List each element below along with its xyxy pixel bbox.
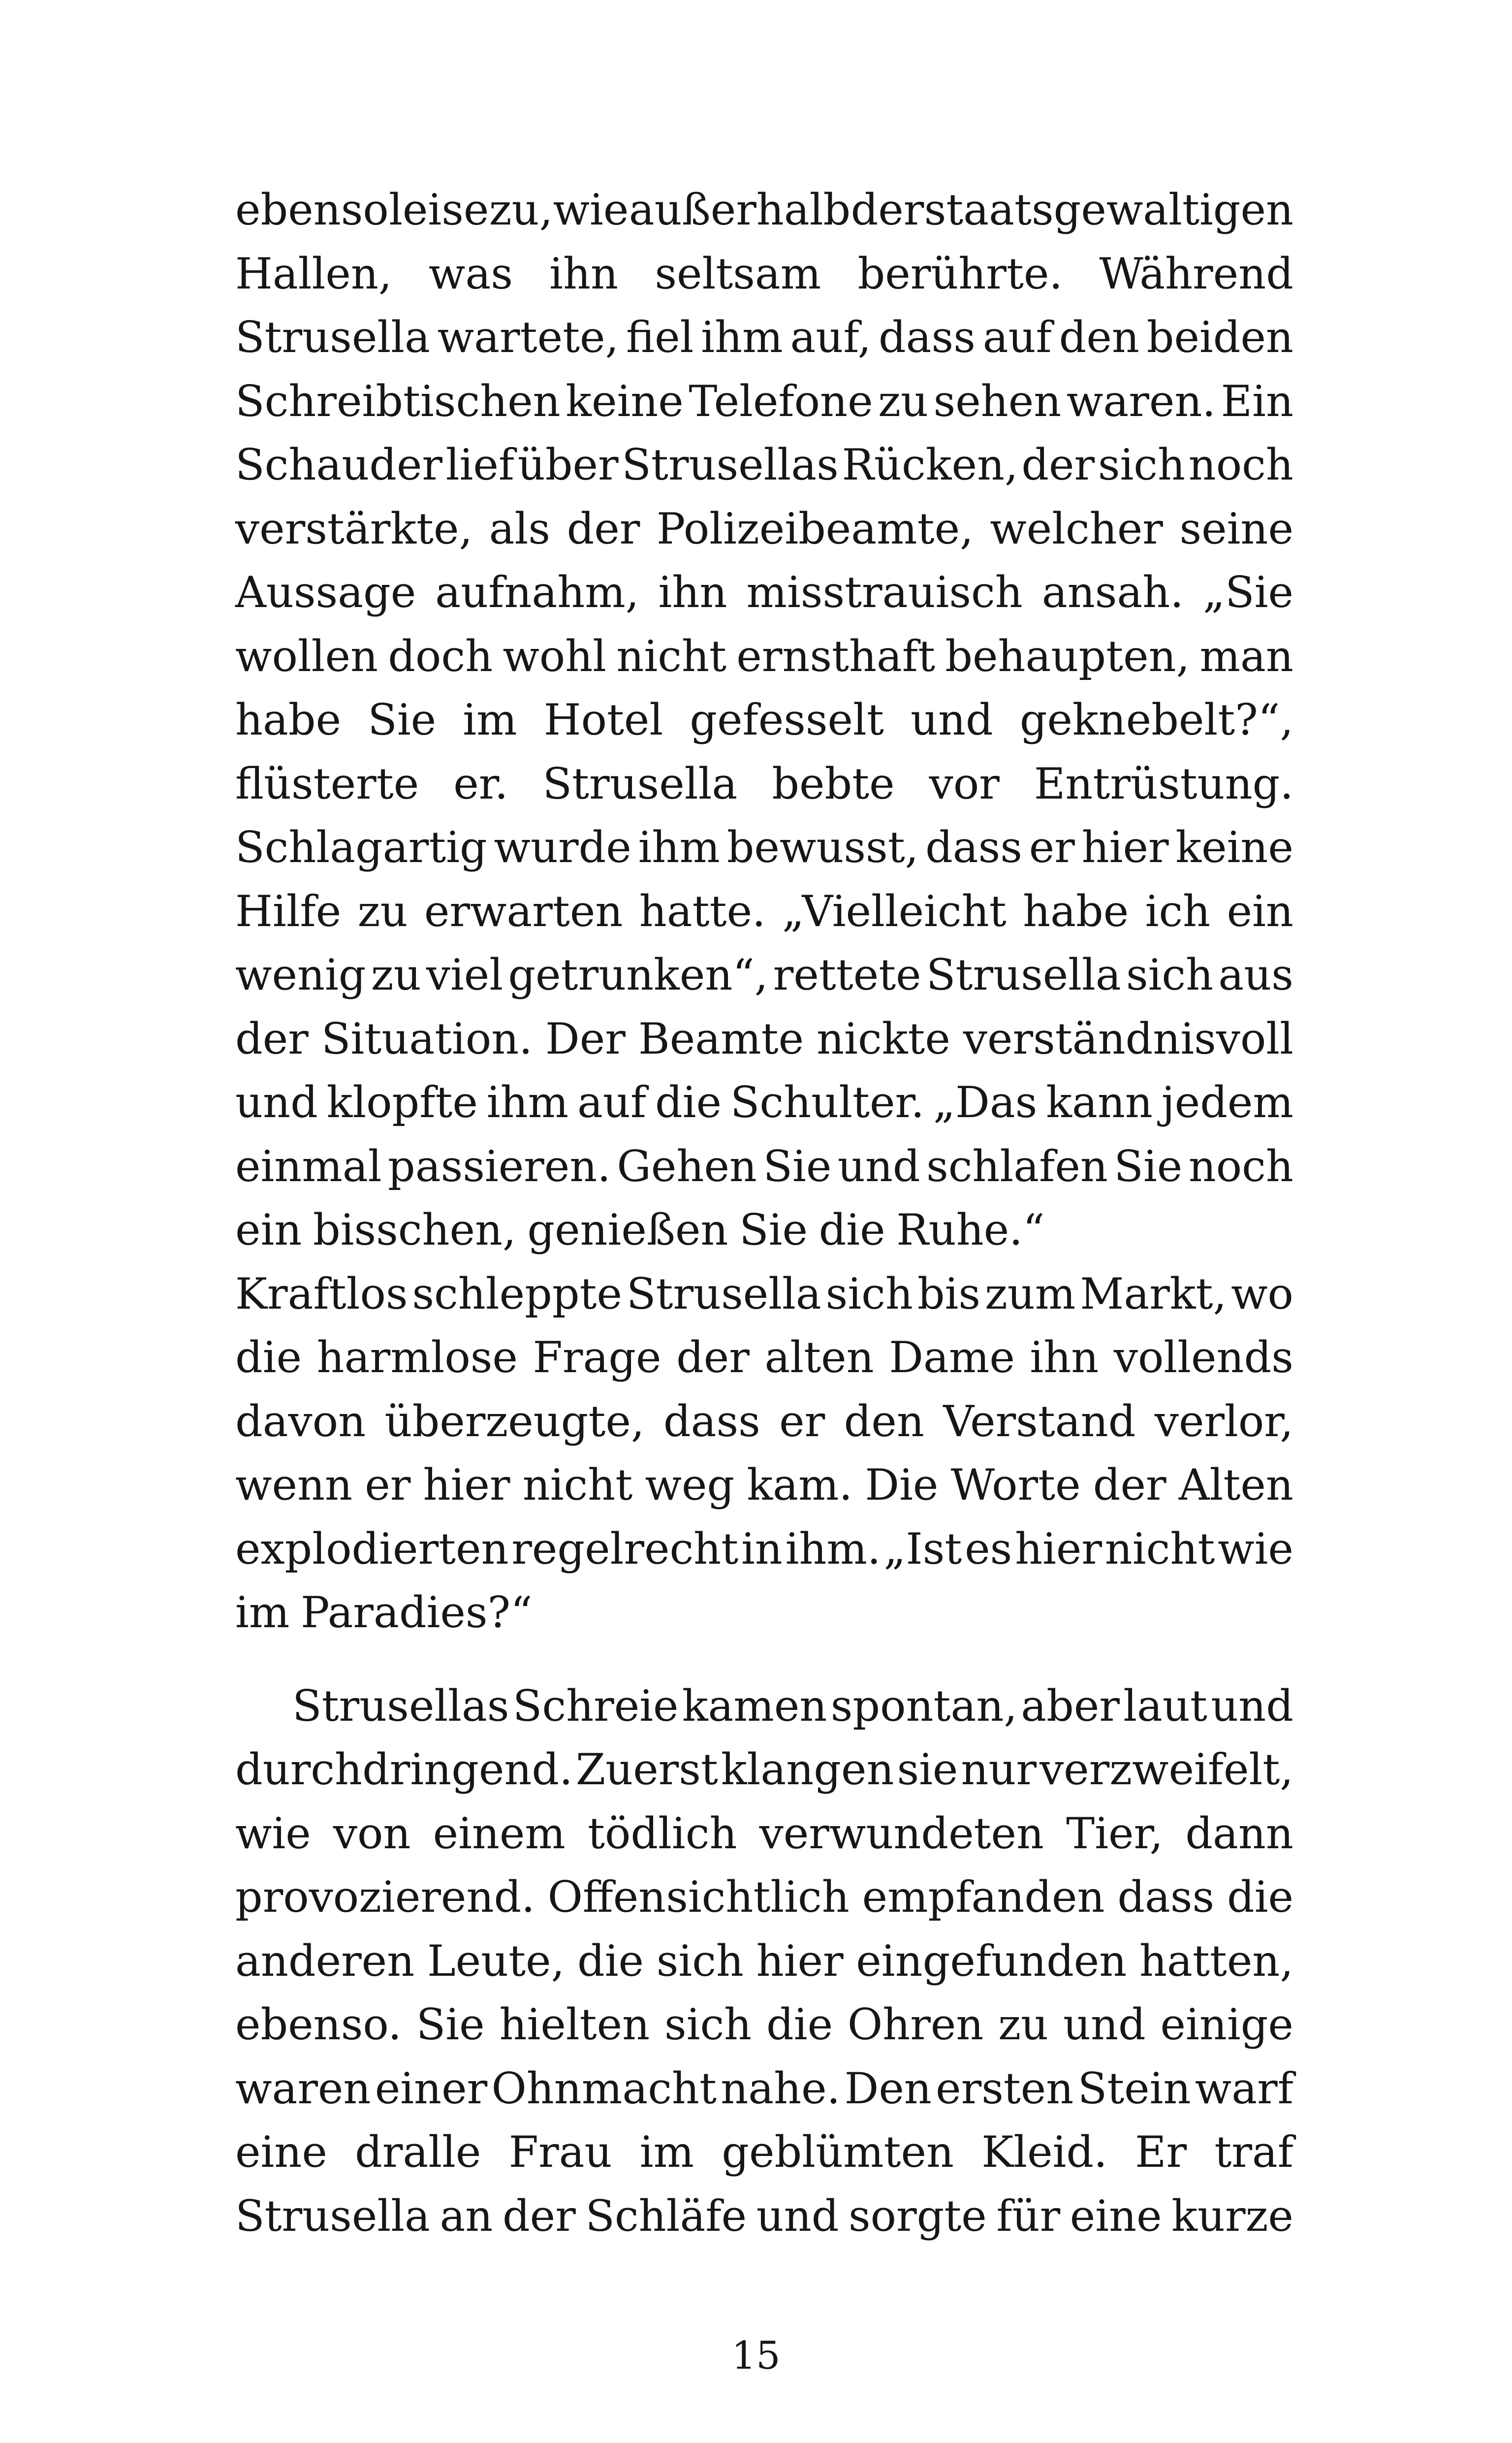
text-line: wenig zu viel getrunken“, rettete Strusella sich aus bbox=[235, 950, 1293, 1000]
body-text bbox=[235, 178, 1293, 2248]
text-line: ebenso leise zu, wie außerhalb der staatsgewaltigen bbox=[235, 185, 1293, 235]
text-line: waren einer Ohnmacht nahe. Den ersten Stein warf bbox=[235, 2063, 1293, 2114]
text-line: ein bisschen, genießen Sie die Ruhe.“ bbox=[235, 1205, 1045, 1255]
text-line: der Situation. Der Beamte nickte verständnisvoll bbox=[235, 1013, 1293, 1064]
text-line: im Paradies?“ bbox=[235, 1587, 533, 1638]
text-line: Kraftlos schleppte Strusella sich bis zum Markt, wo bbox=[235, 1268, 1293, 1319]
text-line: davon überzeugte, dass er den Verstand verlor, bbox=[235, 1396, 1293, 1447]
text-line: habe Sie im Hotel gefesselt und geknebelt?“, bbox=[235, 695, 1293, 745]
text-line: und klopfte ihm auf die Schulter. „Das kann jedem bbox=[235, 1077, 1293, 1127]
paragraph bbox=[235, 178, 1293, 1262]
text-line: wie von einem tödlich verwundeten Tier, dann bbox=[235, 1808, 1293, 1859]
text-line: Schlagartig wurde ihm bewusst, dass er hier keine bbox=[235, 822, 1293, 872]
text-line: ebenso. Sie hielten sich die Ohren zu und einige bbox=[235, 1999, 1293, 2050]
text-line: Strusella wartete, fiel ihm auf, dass auf den beiden bbox=[235, 312, 1293, 362]
text-line: Schauder lief über Strusellas Rücken, der sich noch bbox=[235, 440, 1293, 490]
text-line: einmal passieren. Gehen Sie und schlafen Sie noch bbox=[235, 1141, 1293, 1191]
text-line: Aussage aufnahm, ihn misstrauisch ansah. „Sie bbox=[235, 567, 1293, 617]
text-line: Hilfe zu erwarten hatte. „Vielleicht habe ich ein bbox=[235, 886, 1293, 936]
text-line: Schreibtischen keine Telefone zu sehen waren. Ein bbox=[235, 376, 1293, 426]
text-line: eine dralle Frau im geblümten Kleid. Er traf bbox=[235, 2127, 1293, 2177]
paragraph bbox=[235, 1674, 1293, 2249]
text-line: flüsterte er. Strusella bebte vor Entrüstung. bbox=[235, 758, 1293, 809]
text-line: wenn er hier nicht weg kam. Die Worte der Alten bbox=[235, 1460, 1293, 1510]
text-line: anderen Leute, die sich hier eingefunden hatten, bbox=[235, 1935, 1293, 1986]
text-line: wollen doch wohl nicht ernsthaft behaupten, man bbox=[235, 631, 1293, 681]
page-number: 15 bbox=[731, 2334, 781, 2378]
text-line: die harmlose Frage der alten Dame ihn vollends bbox=[235, 1332, 1293, 1382]
text-line: Strusella an der Schläfe und sorgte für eine kurze bbox=[235, 2190, 1293, 2241]
text-line: durchdringend. Zuerst klangen sie nur verzweifelt, bbox=[235, 1744, 1293, 1795]
paragraph-gap bbox=[235, 1645, 1293, 1674]
text-line: explodierten regelrecht in ihm. „Ist es hier nicht wie bbox=[235, 1523, 1293, 1574]
text-line: provozierend. Offensichtlich empfanden dass die bbox=[235, 1872, 1293, 1922]
paragraph bbox=[235, 1262, 1293, 1645]
text-line: Hallen, was ihn seltsam berührte. Während bbox=[235, 248, 1293, 299]
text-line: Strusellas Schreie kamen spontan, aber laut und bbox=[292, 1680, 1293, 1731]
text-line: verstärkte, als der Polizeibeamte, welcher seine bbox=[235, 503, 1293, 554]
